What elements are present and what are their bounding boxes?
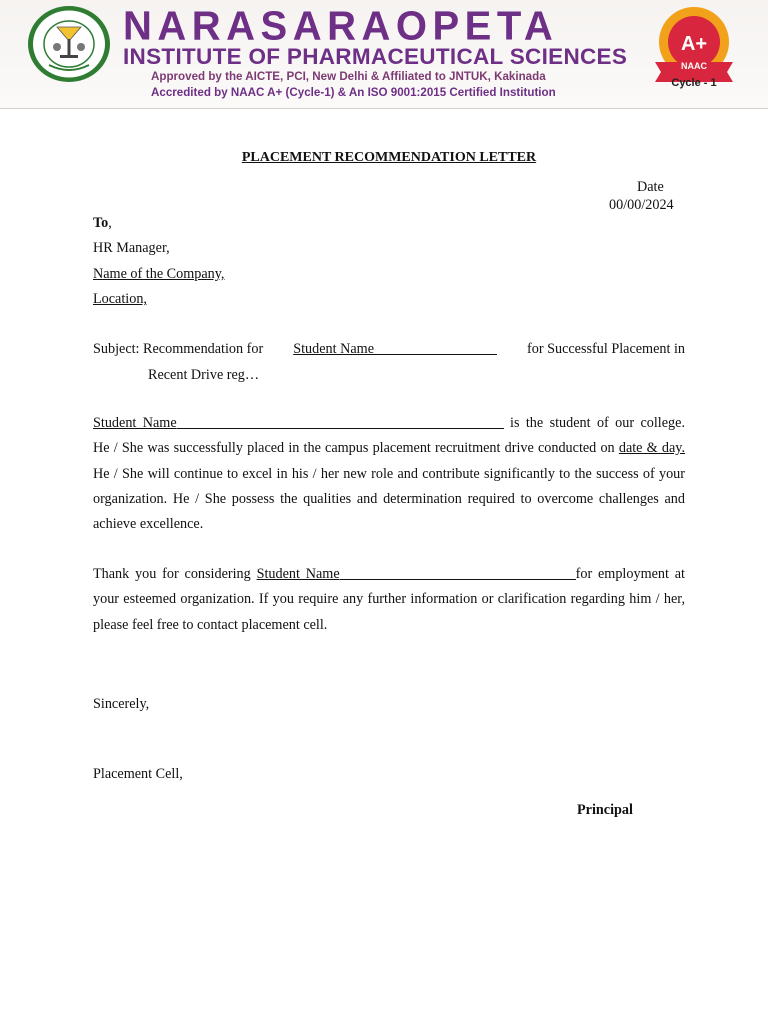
recipient-title: HR Manager,	[93, 240, 170, 256]
paragraph-placement	[93, 411, 685, 537]
institute-name: NARASARAOPETA	[123, 3, 559, 49]
subject-line-2: Recent Drive reg…	[148, 367, 260, 383]
subject-line	[93, 340, 685, 358]
institute-seal-logo	[27, 5, 111, 83]
date-label: Date	[637, 179, 664, 195]
subject-student-name: Student Name	[293, 341, 374, 357]
subject-suffix: for Successful Placement in	[527, 341, 685, 357]
naac-ribbon-text: NAAC	[681, 61, 707, 71]
para2-text-a: Thank you for considering	[93, 566, 251, 582]
company-name: Name of the Company,	[93, 266, 225, 282]
subject-prefix: Subject: Recommendation for	[93, 341, 264, 357]
paragraph-thanks	[93, 562, 685, 638]
letter-title: PLACEMENT RECOMMENDATION LETTER	[241, 150, 537, 165]
signatory: Placement Cell,	[93, 766, 183, 782]
salutation-to	[93, 214, 112, 232]
naac-grade-text: A+	[680, 33, 708, 55]
closing: Sincerely,	[93, 696, 150, 712]
subject-student-field	[293, 340, 497, 358]
para2-text-b: for employment at your esteemed organization. If you require any further information or clarification regarding him / her, please feel free to contact placement cell.	[93, 566, 685, 633]
accreditation-line: Accredited by NAAC A+ (Cycle-1) & An ISO 9001:2015 Certified Institution	[151, 86, 556, 99]
date-value: 00/00/2024	[609, 197, 674, 213]
to-punct: ,	[108, 215, 112, 231]
para1-text-a: is the student of our college. He / She was successfully placed in the campus placement recruitment drive conducted on	[93, 415, 685, 457]
para2-student-name: Student Name	[256, 566, 340, 582]
letterhead	[0, 0, 768, 109]
approval-line: Approved by the AICTE, PCI, New Delhi & Affiliated to JNTUK, Kakinada	[151, 70, 546, 83]
principal-label: Principal	[577, 802, 633, 818]
to-label: To	[93, 215, 109, 231]
para1-date: date & day.	[618, 440, 685, 457]
para1-text-b: He / She will continue to excel in his / her new role and contribute significantly to the success of your organization. He / She possess the qualities and determination required to overcome challenges and achieve excellence.	[93, 465, 685, 533]
company-location: Location,	[93, 291, 147, 307]
naac-cycle: Cycle - 1	[671, 77, 717, 89]
para1-student-name: Student Name	[93, 415, 177, 431]
institute-subtitle: INSTITUTE OF PHARMACEUTICAL SCIENCES	[123, 44, 628, 69]
